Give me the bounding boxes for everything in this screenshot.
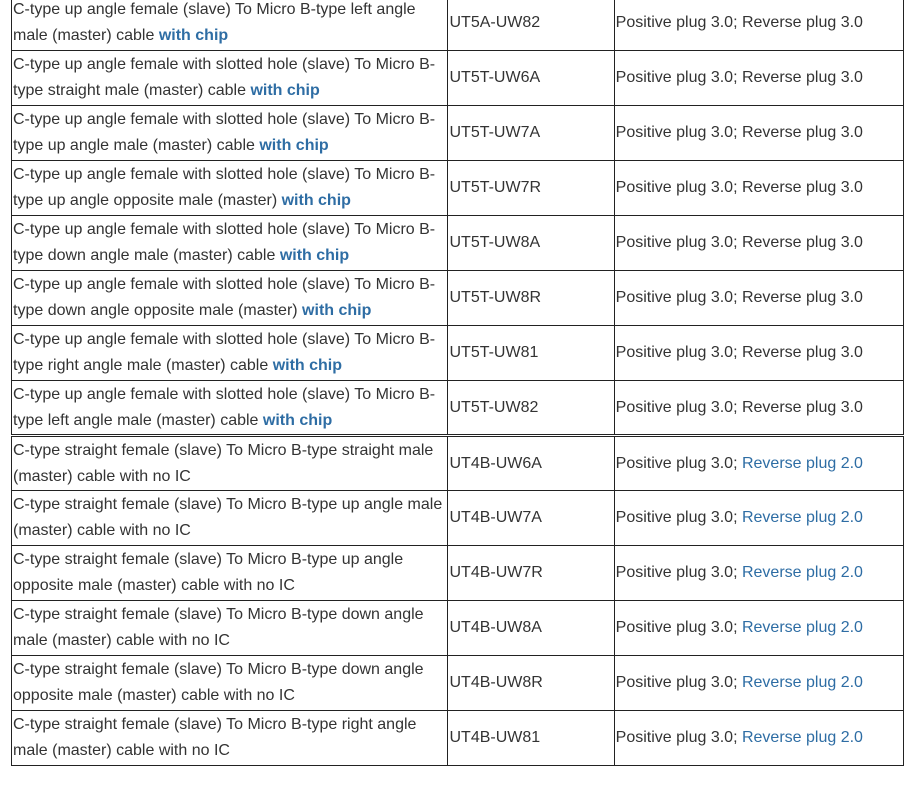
plug-cell: [614, 381, 903, 436]
table-row: [12, 656, 904, 711]
table-row: [12, 216, 904, 271]
model-cell: UT4B-UW7R: [448, 546, 614, 601]
table-row: [12, 491, 904, 546]
positive-plug-text: Positive plug 3.0;: [615, 289, 738, 306]
with-chip-highlight: with chip: [250, 82, 320, 99]
description-cell: [12, 546, 448, 601]
reverse-plug-text: Reverse plug 3.0: [741, 69, 863, 86]
reverse-plug-link[interactable]: Reverse plug 2.0: [741, 674, 863, 691]
description-cell: [12, 711, 448, 766]
description-text: C-type up angle female with slotted hole (slave) To Micro B-type up angle opposite male (master): [13, 166, 436, 209]
reverse-plug-text: Reverse plug 3.0: [741, 398, 863, 416]
plug-cell: [614, 271, 903, 326]
description-cell: [12, 51, 448, 106]
table-row: [12, 51, 904, 106]
product-table: [11, 0, 904, 766]
model-cell: UT4B-UW6A: [448, 436, 614, 491]
model-cell: UT5T-UW81: [448, 326, 614, 381]
description-cell: [12, 106, 448, 161]
positive-plug-text: Positive plug 3.0;: [615, 69, 738, 86]
positive-plug-text: Positive plug 3.0;: [615, 729, 738, 746]
plug-cell: [614, 656, 903, 711]
description-cell: [12, 0, 448, 51]
reverse-plug-text: Reverse plug 3.0: [741, 234, 863, 251]
description-text: C-type up angle female (slave) To Micro B-type left angle male (master) cable: [13, 1, 416, 44]
with-chip-highlight: with chip: [272, 357, 343, 374]
positive-plug-text: Positive plug 3.0;: [615, 14, 738, 31]
positive-plug-text: Positive plug 3.0;: [615, 124, 738, 141]
plug-cell: [614, 216, 903, 271]
table-row: [12, 326, 904, 381]
description-text: C-type up angle female with slotted hole (slave) To Micro B-type left angle male (master) cable: [13, 385, 436, 429]
table-row: [12, 161, 904, 216]
positive-plug-text: Positive plug 3.0;: [615, 344, 738, 361]
description-cell: [12, 381, 448, 436]
model-cell: UT5T-UW7A: [448, 106, 614, 161]
description-text: C-type straight female (slave) To Micro B-type up angle male (master) cable with no IC: [13, 496, 443, 539]
plug-cell: [614, 711, 903, 766]
plug-cell: [614, 326, 903, 381]
description-text: C-type up angle female with slotted hole (slave) To Micro B-type right angle male (master) cable: [13, 331, 436, 374]
positive-plug-text: Positive plug 3.0;: [615, 509, 738, 526]
model-cell: UT5T-UW82: [448, 381, 614, 436]
reverse-plug-text: Reverse plug 3.0: [741, 14, 863, 31]
description-text: C-type straight female (slave) To Micro B-type down angle male (master) cable with no IC: [13, 606, 424, 649]
description-cell: [12, 161, 448, 216]
plug-cell: [614, 106, 903, 161]
model-cell: UT5A-UW82: [448, 0, 614, 51]
table-row: [12, 381, 904, 436]
positive-plug-text: Positive plug 3.0;: [615, 564, 738, 581]
model-cell: UT5T-UW7R: [448, 161, 614, 216]
table-row: [12, 0, 904, 51]
with-chip-highlight: with chip: [281, 192, 351, 209]
reverse-plug-link[interactable]: Reverse plug 2.0: [741, 509, 863, 526]
table-row: [12, 601, 904, 656]
description-text: C-type straight female (slave) To Micro B-type down angle opposite male (master) cable with no IC: [13, 661, 424, 704]
description-text: C-type straight female (slave) To Micro B-type straight male (master) cable with no IC: [13, 441, 434, 485]
description-cell: [12, 436, 448, 491]
table-row: [12, 546, 904, 601]
table-row: [12, 106, 904, 161]
positive-plug-text: Positive plug 3.0;: [615, 454, 738, 472]
description-cell: [12, 326, 448, 381]
plug-cell: [614, 491, 903, 546]
table-row: [12, 271, 904, 326]
plug-cell: [614, 51, 903, 106]
description-text: C-type straight female (slave) To Micro B-type right angle male (master) cable with no IC: [13, 716, 417, 759]
positive-plug-text: Positive plug 3.0;: [615, 179, 738, 196]
description-text: C-type up angle female with slotted hole (slave) To Micro B-type up angle male (master) cable: [13, 111, 436, 154]
model-cell: UT5T-UW6A: [448, 51, 614, 106]
plug-cell: [614, 436, 903, 491]
description-text: C-type up angle female with slotted hole (slave) To Micro B-type down angle male (master) cable: [13, 221, 436, 264]
description-cell: [12, 216, 448, 271]
with-chip-highlight: with chip: [302, 302, 372, 319]
description-text: C-type up angle female with slotted hole (slave) To Micro B-type down angle opposite male (master): [13, 276, 436, 319]
with-chip-highlight: with chip: [259, 137, 329, 154]
positive-plug-text: Positive plug 3.0;: [615, 234, 738, 251]
model-cell: UT4B-UW7A: [448, 491, 614, 546]
plug-cell: [614, 161, 903, 216]
reverse-plug-text: Reverse plug 3.0: [741, 179, 863, 196]
product-table-body: [12, 0, 904, 766]
description-text: C-type up angle female with slotted hole (slave) To Micro B-type straight male (master) cable: [13, 56, 436, 99]
description-cell: [12, 491, 448, 546]
reverse-plug-text: Reverse plug 3.0: [741, 124, 863, 141]
reverse-plug-text: Reverse plug 3.0: [741, 344, 863, 361]
reverse-plug-link[interactable]: Reverse plug 2.0: [741, 729, 863, 746]
description-text: C-type straight female (slave) To Micro B-type up angle opposite male (master) cable with no IC: [13, 551, 404, 594]
plug-cell: [614, 601, 903, 656]
plug-cell: [614, 0, 903, 51]
description-cell: [12, 601, 448, 656]
description-cell: [12, 271, 448, 326]
model-cell: UT5T-UW8A: [448, 216, 614, 271]
model-cell: UT4B-UW8R: [448, 656, 614, 711]
model-cell: UT4B-UW81: [448, 711, 614, 766]
reverse-plug-link[interactable]: Reverse plug 2.0: [741, 564, 863, 581]
reverse-plug-text: Reverse plug 3.0: [741, 289, 863, 306]
reverse-plug-link[interactable]: Reverse plug 2.0: [741, 454, 863, 472]
with-chip-highlight: with chip: [279, 247, 350, 264]
description-cell: [12, 656, 448, 711]
plug-cell: [614, 546, 903, 601]
with-chip-highlight: with chip: [262, 411, 333, 429]
reverse-plug-link[interactable]: Reverse plug 2.0: [741, 619, 863, 636]
table-row: [12, 436, 904, 491]
with-chip-highlight: with chip: [158, 27, 229, 44]
positive-plug-text: Positive plug 3.0;: [615, 674, 738, 691]
positive-plug-text: Positive plug 3.0;: [615, 619, 738, 636]
model-cell: UT4B-UW8A: [448, 601, 614, 656]
model-cell: UT5T-UW8R: [448, 271, 614, 326]
positive-plug-text: Positive plug 3.0;: [615, 398, 738, 416]
table-row: [12, 711, 904, 766]
